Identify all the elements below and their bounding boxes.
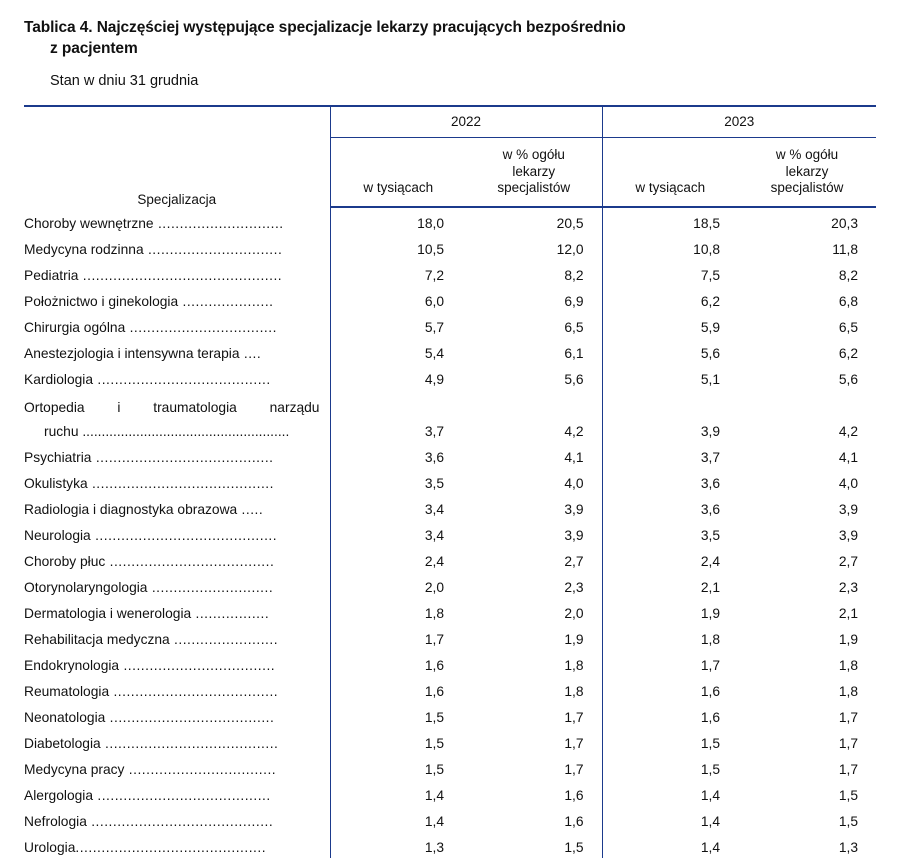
row-value-v2023: 2,4 bbox=[602, 546, 738, 572]
table-row bbox=[24, 338, 876, 364]
row-label-text: Neonatologia bbox=[24, 710, 106, 726]
table-row bbox=[24, 234, 876, 260]
row-value-p2023: 11,8 bbox=[832, 242, 859, 258]
row-value-v2022: 1,7 bbox=[330, 624, 466, 650]
table-row bbox=[24, 728, 876, 754]
row-value-v2022: 3,7 bbox=[330, 416, 466, 442]
row-label-text: Chirurgia ogólna bbox=[24, 320, 126, 336]
row-label-leader-dots: ........................................ bbox=[93, 372, 271, 388]
row-label bbox=[24, 260, 330, 286]
row-value-p2022: 4,2 bbox=[564, 424, 584, 440]
row-value-empty bbox=[330, 390, 466, 416]
column-header-2022-percent bbox=[466, 137, 602, 207]
row-label bbox=[24, 364, 330, 390]
row-value-v2022: 2,0 bbox=[330, 572, 466, 598]
row-value-p2023: 1,7 bbox=[838, 710, 859, 726]
table-row bbox=[24, 702, 876, 728]
row-label-leader-dots: .............................................. bbox=[78, 268, 283, 284]
row-value-v2022: 6,0 bbox=[330, 286, 466, 312]
row-label-text: Rehabilitacja medyczna bbox=[24, 632, 170, 648]
percent-label-line3: specjalistów bbox=[770, 180, 844, 196]
table-subtitle: Stan w dniu 31 grudnia bbox=[50, 72, 199, 89]
row-label-text: Otorynolaryngologia bbox=[24, 580, 148, 596]
row-value-v2022: 1,5 bbox=[330, 728, 466, 754]
percent-label-line1: w % ogółu bbox=[502, 146, 565, 162]
row-value-v2023: 5,6 bbox=[602, 338, 738, 364]
row-value-p2023: 6,2 bbox=[838, 346, 859, 362]
row-label-leader-dots: ..... bbox=[237, 502, 264, 518]
row-value-p2022: 1,8 bbox=[564, 684, 584, 700]
row-value-v2023: 3,6 bbox=[602, 494, 738, 520]
row-value-v2023: 10,8 bbox=[602, 234, 738, 260]
row-value-p2023: 1,7 bbox=[838, 736, 859, 752]
row-value-v2022: 3,5 bbox=[330, 468, 466, 494]
row-value-p2022: 1,9 bbox=[564, 632, 584, 648]
row-label-continued bbox=[24, 416, 330, 442]
table-row bbox=[24, 494, 876, 520]
row-value-v2023: 1,5 bbox=[602, 754, 738, 780]
row-label-leader-dots: ...................................... bbox=[109, 684, 279, 700]
table-row bbox=[24, 572, 876, 598]
row-value-v2023: 7,5 bbox=[602, 260, 738, 286]
row-value-v2022: 5,7 bbox=[330, 312, 466, 338]
row-label-leader-dots: ........................................ bbox=[93, 788, 271, 804]
row-label-leader-dots: ......................................... bbox=[91, 450, 274, 466]
row-value-v2022: 3,4 bbox=[330, 494, 466, 520]
row-label-text: Położnictwo i ginekologia bbox=[24, 294, 179, 310]
column-header-specialization: Specjalizacja bbox=[24, 106, 330, 208]
table-row bbox=[24, 207, 876, 234]
row-label-text: Dermatologia i wenerologia bbox=[24, 606, 192, 622]
row-value-p2022: 8,2 bbox=[564, 268, 584, 284]
row-value-v2022: 3,4 bbox=[330, 520, 466, 546]
table-row bbox=[24, 520, 876, 546]
row-value-v2023: 3,6 bbox=[602, 468, 738, 494]
row-value-v2023: 6,2 bbox=[602, 286, 738, 312]
table-row bbox=[24, 650, 876, 676]
row-label-text: Kardiologia bbox=[24, 372, 94, 388]
row-value-p2022: 6,5 bbox=[564, 320, 584, 336]
percent-label-line1: w % ogółu bbox=[775, 146, 839, 162]
row-value-v2022: 1,5 bbox=[330, 702, 466, 728]
row-label-text: Alergologia bbox=[24, 788, 94, 804]
table-header-top-rule bbox=[24, 106, 876, 138]
table-row bbox=[24, 390, 876, 416]
row-value-p2022: 3,9 bbox=[564, 528, 584, 544]
row-label bbox=[24, 624, 330, 650]
row-value-p2022: 6,9 bbox=[564, 294, 584, 310]
row-value-v2023: 5,9 bbox=[602, 312, 738, 338]
percent-label-line2: lekarzy bbox=[785, 163, 829, 179]
row-value-p2023: 1,5 bbox=[838, 788, 859, 804]
row-value-p2023: 4,1 bbox=[838, 450, 859, 466]
row-value-p2022: 1,5 bbox=[564, 840, 584, 856]
column-header-2023-thousands: w tysiącach bbox=[602, 137, 738, 207]
row-value-v2023: 1,6 bbox=[602, 676, 738, 702]
row-label bbox=[24, 754, 330, 780]
row-value-v2022: 1,4 bbox=[330, 780, 466, 806]
row-value-p2023: 3,9 bbox=[838, 502, 859, 518]
row-value-p2022: 3,9 bbox=[564, 502, 584, 518]
row-label bbox=[24, 572, 330, 598]
row-label bbox=[24, 390, 330, 416]
row-label bbox=[24, 728, 330, 754]
row-value-v2022: 1,6 bbox=[330, 676, 466, 702]
row-label-leader-dots: ........................................ bbox=[100, 736, 279, 752]
row-label bbox=[24, 806, 330, 832]
column-header-year-2023: 2023 bbox=[602, 106, 876, 138]
row-label bbox=[24, 442, 330, 468]
row-label-text: Medycyna rodzinna bbox=[24, 242, 144, 258]
row-label bbox=[24, 650, 330, 676]
row-value-v2023: 1,9 bbox=[602, 598, 738, 624]
row-value-v2022: 4,9 bbox=[330, 364, 466, 390]
row-value-v2022: 1,3 bbox=[330, 832, 466, 858]
row-value-p2023: 1,5 bbox=[838, 814, 859, 830]
row-label-text: Pediatria bbox=[24, 268, 79, 284]
title-line-1: Tablica 4. Najczęściej występujące specjalizacje lekarzy pracujących bezpośrednio bbox=[24, 19, 626, 36]
row-value-p2022: 1,8 bbox=[564, 658, 584, 674]
row-label-leader-dots: .... bbox=[239, 346, 262, 362]
row-label bbox=[24, 494, 330, 520]
table-row bbox=[24, 676, 876, 702]
row-value-v2023: 2,1 bbox=[602, 572, 738, 598]
table-row bbox=[24, 832, 876, 858]
row-value-p2023: 2,1 bbox=[838, 606, 859, 622]
row-label bbox=[24, 780, 330, 806]
table-row bbox=[24, 468, 876, 494]
table-row bbox=[24, 546, 876, 572]
row-value-p2023: 4,2 bbox=[838, 424, 859, 440]
specializations-table bbox=[24, 105, 876, 859]
row-value-v2022: 7,2 bbox=[330, 260, 466, 286]
row-value-v2023: 1,6 bbox=[602, 702, 738, 728]
row-value-p2022: 1,7 bbox=[564, 736, 584, 752]
row-label-text: Choroby wewnętrzne bbox=[24, 216, 154, 232]
row-label-text: Nefrologia bbox=[24, 814, 87, 830]
row-value-v2022: 1,6 bbox=[330, 650, 466, 676]
row-value-v2023: 5,1 bbox=[602, 364, 738, 390]
row-value-p2023: 8,2 bbox=[838, 268, 859, 284]
table-row bbox=[24, 780, 876, 806]
column-header-2022-thousands: w tysiącach bbox=[330, 137, 466, 207]
row-label bbox=[24, 234, 330, 260]
row-label-text: Diabetologia bbox=[24, 736, 101, 752]
row-label-leader-dots: .......................................... bbox=[86, 814, 274, 830]
row-value-p2023: 6,5 bbox=[838, 320, 859, 336]
row-label-leader-dots: ............................................ bbox=[75, 840, 267, 856]
row-value-p2023: 1,9 bbox=[838, 632, 859, 648]
row-value-empty bbox=[738, 390, 876, 416]
row-label-text: Neurologia bbox=[24, 528, 91, 544]
row-label-text: Endokrynologia bbox=[24, 658, 120, 674]
row-value-v2023: 1,4 bbox=[602, 780, 738, 806]
row-label-text: Psychiatria bbox=[24, 450, 92, 466]
row-label-text: Radiologia i diagnostyka obrazowa bbox=[24, 502, 238, 518]
row-label-leader-dots: .......................................... bbox=[87, 476, 274, 492]
row-label-leader-dots: ............................ bbox=[147, 580, 274, 596]
row-label bbox=[24, 598, 330, 624]
row-value-v2023: 1,7 bbox=[602, 650, 738, 676]
row-label-leader-dots: ........................ bbox=[169, 632, 279, 648]
table-row bbox=[24, 754, 876, 780]
row-value-p2023: 1,7 bbox=[838, 762, 859, 778]
row-value-v2023: 1,5 bbox=[602, 728, 738, 754]
row-label-leader-dots: ................................... bbox=[119, 658, 276, 674]
row-value-p2023: 5,6 bbox=[838, 372, 859, 388]
row-value-p2022: 20,5 bbox=[556, 216, 584, 232]
row-value-v2022: 5,4 bbox=[330, 338, 466, 364]
row-label bbox=[24, 520, 330, 546]
row-value-p2022: 4,1 bbox=[564, 450, 584, 466]
table-row bbox=[24, 598, 876, 624]
row-label-leader-dots: ..................... bbox=[178, 294, 274, 310]
row-label bbox=[24, 468, 330, 494]
row-value-v2022: 3,6 bbox=[330, 442, 466, 468]
row-value-p2023: 2,3 bbox=[838, 580, 859, 596]
row-value-v2022: 2,4 bbox=[330, 546, 466, 572]
row-value-p2022: 2,3 bbox=[564, 580, 584, 596]
row-value-empty bbox=[602, 390, 738, 416]
row-value-p2023: 20,3 bbox=[831, 216, 859, 232]
row-value-p2022: 2,0 bbox=[564, 606, 584, 622]
row-label-text: Medycyna pracy bbox=[24, 762, 125, 778]
row-value-p2022: 12,0 bbox=[556, 242, 584, 258]
table-row bbox=[24, 364, 876, 390]
row-value-v2023: 3,7 bbox=[602, 442, 738, 468]
row-value-v2023: 18,5 bbox=[602, 207, 738, 234]
row-value-p2022: 1,6 bbox=[564, 788, 584, 804]
row-label-leader-dots: .......................................... bbox=[90, 528, 278, 544]
row-label-text: Okulistyka bbox=[24, 476, 88, 492]
row-label bbox=[24, 207, 330, 234]
row-value-p2023: 1,8 bbox=[838, 684, 859, 700]
row-value-v2023: 1,8 bbox=[602, 624, 738, 650]
row-label bbox=[24, 546, 330, 572]
row-value-p2023: 4,0 bbox=[838, 476, 859, 492]
column-header-year-2022: 2022 bbox=[330, 106, 602, 138]
row-value-p2022: 4,0 bbox=[564, 476, 584, 492]
table-row bbox=[24, 286, 876, 312]
table-row bbox=[24, 624, 876, 650]
percent-label-line2: lekarzy bbox=[512, 163, 556, 179]
row-label-text: Reumatologia bbox=[24, 684, 110, 700]
row-value-p2023: 1,3 bbox=[838, 840, 859, 856]
row-value-v2022: 1,4 bbox=[330, 806, 466, 832]
row-value-v2023: 1,4 bbox=[602, 806, 738, 832]
row-label-text: ruchu ...................................................... bbox=[44, 424, 290, 440]
column-header-2023-percent bbox=[738, 137, 876, 207]
row-label bbox=[24, 676, 330, 702]
row-value-v2022: 18,0 bbox=[330, 207, 466, 234]
row-label-leader-dots: ...................................... bbox=[105, 554, 275, 570]
row-value-v2023: 1,4 bbox=[602, 832, 738, 858]
table-header bbox=[24, 106, 876, 208]
row-value-p2022: 2,7 bbox=[564, 554, 584, 570]
row-value-p2022: 1,7 bbox=[564, 710, 584, 726]
row-label-leader-dots: ................. bbox=[191, 606, 270, 622]
row-value-p2022: 6,1 bbox=[564, 346, 584, 362]
row-value-v2022: 10,5 bbox=[330, 234, 466, 260]
row-value-p2022: 5,6 bbox=[564, 372, 584, 388]
row-label bbox=[24, 832, 330, 858]
percent-label-line3: specjalistów bbox=[497, 180, 571, 196]
row-label-text: Anestezjologia i intensywna terapia bbox=[24, 346, 240, 362]
row-value-p2023: 3,9 bbox=[838, 528, 859, 544]
row-value-v2022: 1,5 bbox=[330, 754, 466, 780]
row-value-p2022: 1,7 bbox=[564, 762, 584, 778]
row-value-v2023: 3,9 bbox=[602, 416, 738, 442]
table-row bbox=[24, 260, 876, 286]
row-label bbox=[24, 286, 330, 312]
row-label-leader-dots: .................................. bbox=[124, 762, 277, 778]
row-value-empty bbox=[466, 390, 602, 416]
row-value-p2023: 2,7 bbox=[838, 554, 859, 570]
row-label-leader-dots: ............................... bbox=[143, 242, 283, 258]
row-value-p2023: 1,8 bbox=[838, 658, 859, 674]
table-row bbox=[24, 806, 876, 832]
row-value-v2022: 1,8 bbox=[330, 598, 466, 624]
row-label bbox=[24, 702, 330, 728]
table-body bbox=[24, 207, 876, 858]
row-label-text: Ortopedia i traumatologia narządu bbox=[24, 400, 320, 416]
row-label bbox=[24, 312, 330, 338]
row-label-leader-dots: .................................. bbox=[125, 320, 277, 336]
page-title bbox=[24, 18, 876, 60]
row-value-v2023: 3,5 bbox=[602, 520, 738, 546]
row-value-p2022: 1,6 bbox=[564, 814, 584, 830]
row-label-text: Choroby płuc bbox=[24, 554, 106, 570]
row-value-p2023: 6,8 bbox=[838, 294, 859, 310]
row-label-leader-dots: ............................. bbox=[153, 216, 284, 232]
title-line-2: z pacjentem bbox=[50, 39, 138, 57]
table-row bbox=[24, 442, 876, 468]
row-label-leader-dots: ...................................... bbox=[105, 710, 275, 726]
row-label-text: Urologia bbox=[24, 840, 76, 856]
table-row bbox=[24, 312, 876, 338]
row-label bbox=[24, 338, 330, 364]
table-row bbox=[24, 416, 876, 442]
